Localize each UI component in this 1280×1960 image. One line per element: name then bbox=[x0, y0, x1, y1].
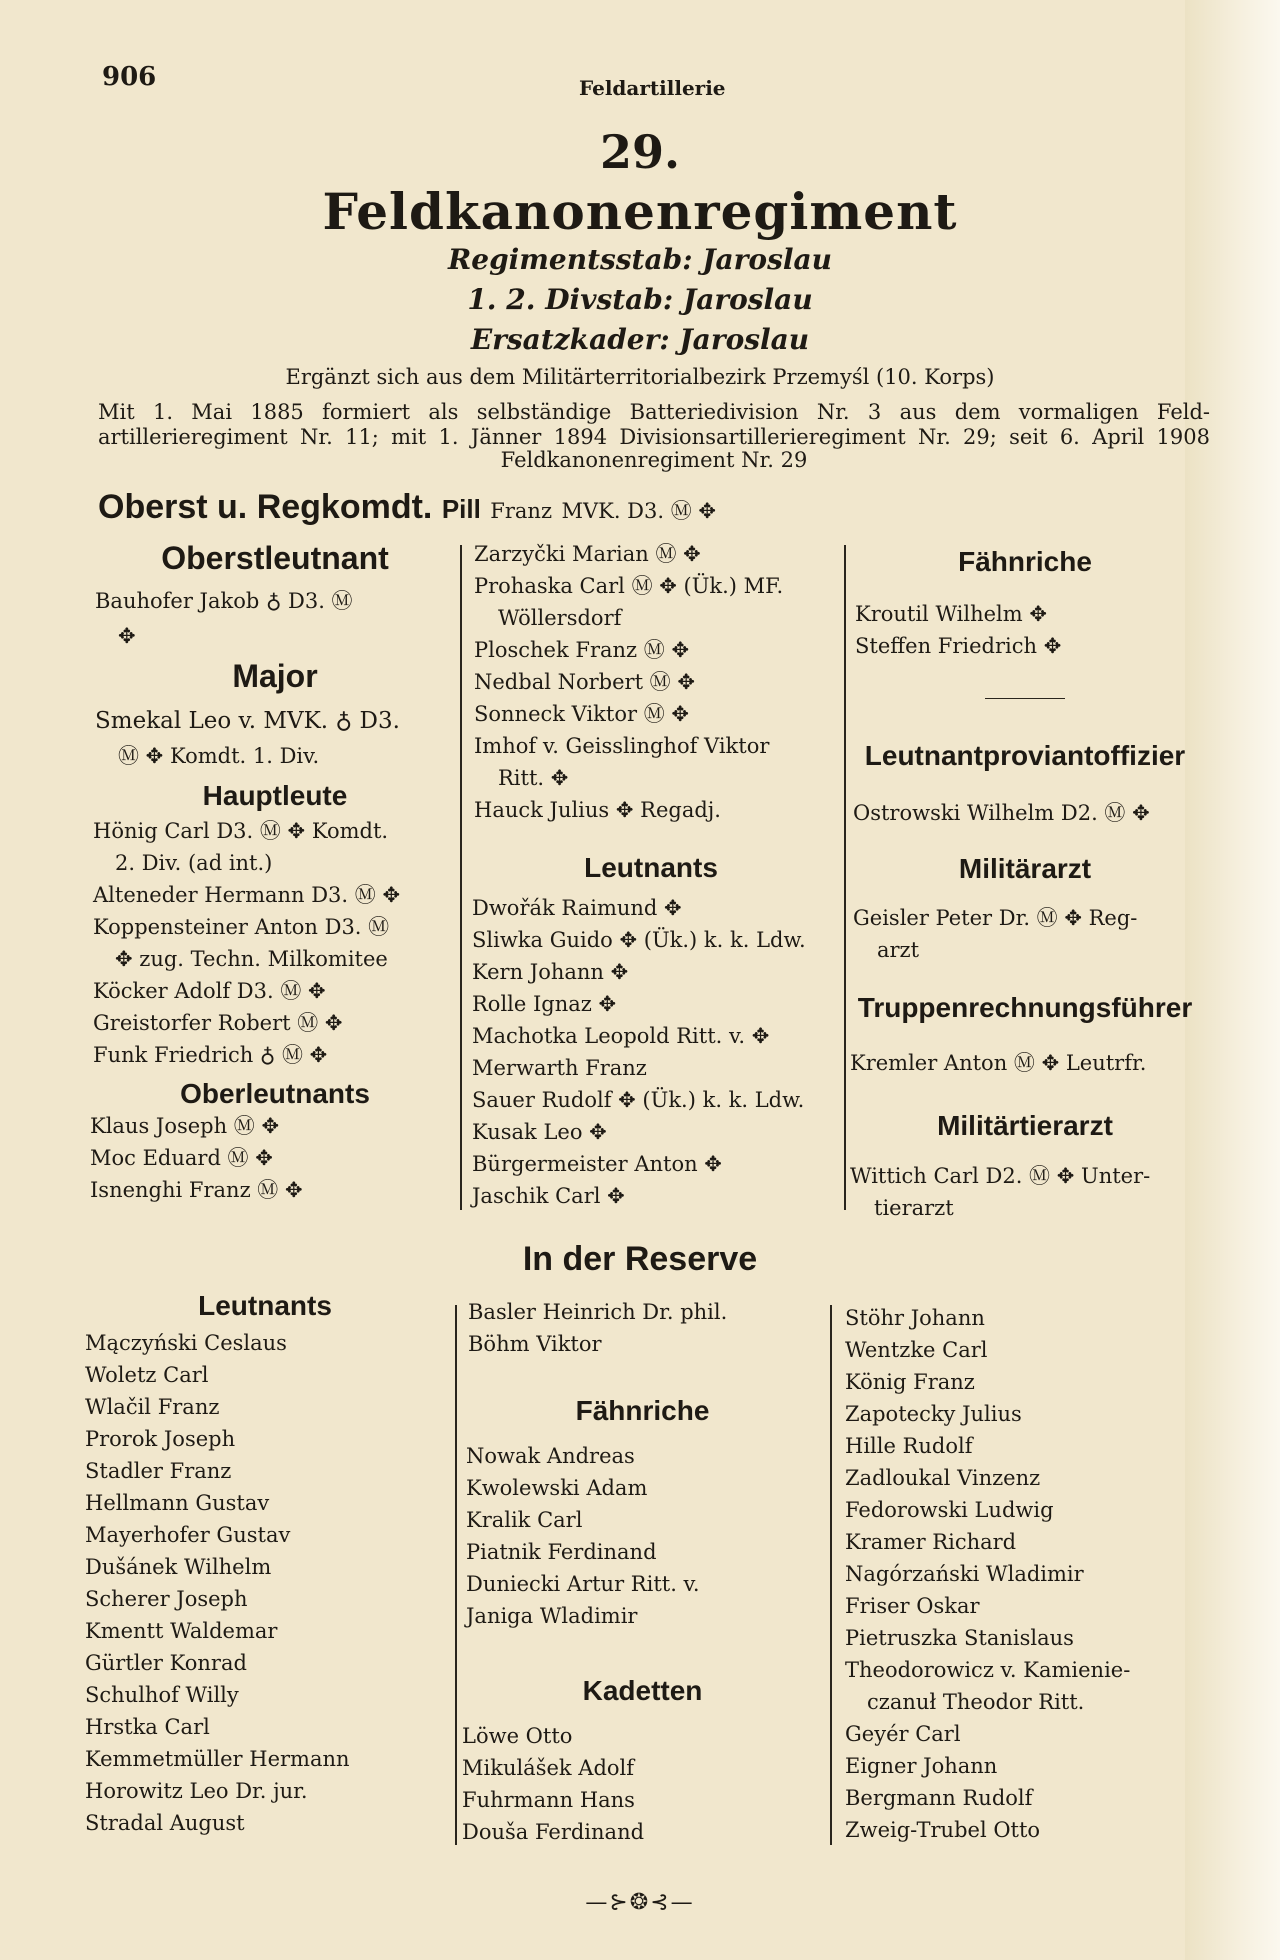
list-item: Ploschek Franz Ⓜ ✥ bbox=[474, 638, 690, 662]
regiment-number: 29. bbox=[599, 125, 681, 179]
list-item: Nowak Andreas bbox=[466, 1444, 635, 1468]
list-item: Isnenghi Franz Ⓜ ✥ bbox=[90, 1178, 303, 1202]
history-line-3: Feldkanonenregiment Nr. 29 bbox=[500, 448, 808, 472]
tierarzt-list bbox=[850, 1160, 1150, 1224]
list-item: Stradal August bbox=[85, 1811, 245, 1835]
column2-top-list bbox=[474, 538, 783, 826]
list-item: Moc Eduard Ⓜ ✥ bbox=[90, 1146, 273, 1170]
list-item: Machotka Leopold Ritt. v. ✥ bbox=[472, 1024, 770, 1048]
list-item: Mączyński Ceslaus bbox=[85, 1331, 287, 1355]
list-item: Funk Friedrich ♁ Ⓜ ✥ bbox=[93, 1043, 328, 1067]
list-item: Ritt. ✥ bbox=[498, 766, 569, 790]
list-item: Prorok Joseph bbox=[85, 1427, 236, 1451]
heading-major: Major bbox=[232, 658, 318, 694]
list-item: Rolle Ignaz ✥ bbox=[472, 992, 617, 1016]
page-number: 906 bbox=[102, 62, 157, 92]
list-item: Köcker Adolf D3. Ⓜ ✥ bbox=[93, 979, 326, 1003]
list-item: Piatnik Ferdinand bbox=[466, 1540, 657, 1564]
list-item: Scherer Joseph bbox=[85, 1587, 248, 1611]
list-item: Zarzyčki Marian Ⓜ ✥ bbox=[474, 542, 701, 566]
list-item: Kremler Anton Ⓜ ✥ Leutrfr. bbox=[850, 1051, 1147, 1075]
list-item: Bürgermeister Anton ✥ bbox=[472, 1152, 722, 1176]
list-item: Kmentt Waldemar bbox=[85, 1619, 278, 1643]
heading-hauptleute: Hauptleute bbox=[202, 780, 348, 811]
list-item: ✥ zug. Techn. Milkomitee bbox=[115, 947, 388, 971]
list-item: Janiga Wladimir bbox=[466, 1604, 638, 1628]
list-item: Geyér Carl bbox=[845, 1722, 961, 1746]
column-rule bbox=[455, 1305, 457, 1845]
list-item: Wentzke Carl bbox=[845, 1338, 988, 1362]
list-item: Merwarth Franz bbox=[472, 1056, 647, 1080]
list-item: Zweig-Trubel Otto bbox=[845, 1818, 1041, 1842]
list-item: Imhof v. Geisslinghof Viktor bbox=[474, 734, 770, 758]
list-item: Steffen Friedrich ✥ bbox=[855, 634, 1062, 658]
entry-oberstleutnant: Bauhofer Jakob ♁ D3. Ⓜ bbox=[95, 589, 353, 613]
list-item: Löwe Otto bbox=[462, 1724, 573, 1748]
reserve-faehnriche-list bbox=[466, 1440, 700, 1632]
list-item: Kern Johann ✥ bbox=[472, 960, 629, 984]
heading-oberstleutnant: Oberstleutnant bbox=[161, 540, 389, 576]
regiment-name: Feldkanonenregiment bbox=[322, 182, 958, 241]
list-item: Eigner Johann bbox=[845, 1754, 998, 1778]
list-item: Hönig Carl D3. Ⓜ ✥ Komdt. bbox=[93, 819, 389, 843]
entry-major: Smekal Leo v. MVK. ♁ D3. bbox=[95, 708, 400, 734]
list-item: Mayerhofer Gustav bbox=[85, 1523, 291, 1547]
kadetten-list bbox=[462, 1720, 644, 1848]
list-item: König Franz bbox=[845, 1370, 975, 1394]
list-item: Theodorowicz v. Kamienie- bbox=[845, 1658, 1131, 1682]
list-item: arzt bbox=[877, 938, 920, 962]
list-item: Hellmann Gustav bbox=[85, 1491, 270, 1515]
list-item: Nagórzański Wladimir bbox=[845, 1562, 1084, 1586]
list-item: Jaschik Carl ✥ bbox=[472, 1184, 625, 1208]
list-item: Pietruszka Stanislaus bbox=[845, 1626, 1074, 1650]
list-item: Stöhr Johann bbox=[845, 1306, 985, 1330]
list-item: Hille Rudolf bbox=[845, 1434, 973, 1458]
heading-faehnriche: Fähnriche bbox=[958, 546, 1092, 577]
recruitment-line: Ergänzt sich aus dem Militärterritorialbezirk Przemyśl (10. Korps) bbox=[285, 365, 995, 389]
station-ersatzkader: Ersatzkader: Jaroslau bbox=[470, 323, 810, 356]
list-item: Kralik Carl bbox=[466, 1508, 583, 1532]
list-item: Wittich Carl D2. Ⓜ ✥ Unter- bbox=[850, 1164, 1151, 1188]
heading-militaertierarzt: Militärtierarzt bbox=[937, 1110, 1113, 1141]
reserve-col2-top-list bbox=[468, 1296, 727, 1360]
list-item: Basler Heinrich Dr. phil. bbox=[468, 1300, 728, 1324]
entry-oberstleutnant-cont: ✥ bbox=[118, 624, 136, 648]
entry-major-cont: Ⓜ ✥ Komdt. 1. Div. bbox=[118, 744, 320, 768]
list-item: Kwolewski Adam bbox=[466, 1476, 648, 1500]
running-head: Feldartillerie bbox=[579, 76, 726, 100]
list-item: Kemmetmüller Hermann bbox=[85, 1747, 350, 1771]
list-item: Duniecki Artur Ritt. v. bbox=[466, 1572, 700, 1596]
faehnriche-list bbox=[855, 598, 1061, 662]
list-item: Dušánek Wilhelm bbox=[85, 1555, 272, 1579]
column-rule bbox=[460, 545, 462, 1210]
proviant-list bbox=[853, 797, 1150, 829]
end-ornament-icon: —⊱❂⊰— bbox=[585, 1890, 695, 1915]
list-item: Sauer Rudolf ✥ (Ük.) k. k. Ldw. bbox=[472, 1088, 805, 1112]
oberleutnants-list bbox=[90, 1110, 303, 1206]
list-item: Woletz Carl bbox=[85, 1363, 209, 1387]
list-item: Stadler Franz bbox=[85, 1459, 232, 1483]
heading-reserve-faehnriche: Fähnriche bbox=[575, 1395, 710, 1426]
commander-surname: Pill bbox=[441, 494, 481, 524]
commander-details: MVK. D3. Ⓜ ✥ bbox=[561, 499, 716, 523]
list-item: Koppensteiner Anton D3. Ⓜ bbox=[93, 915, 390, 939]
list-item: Douša Ferdinand bbox=[462, 1820, 645, 1844]
list-item: Hauck Julius ✥ Regadj. bbox=[474, 798, 721, 822]
list-item: Kramer Richard bbox=[845, 1530, 1017, 1554]
list-item: Greistorfer Robert Ⓜ ✥ bbox=[93, 1011, 343, 1035]
list-item: Kusak Leo ✥ bbox=[472, 1120, 607, 1144]
list-item: Prohaska Carl Ⓜ ✥ (Ük.) MF. bbox=[474, 574, 784, 598]
list-item: Fuhrmann Hans bbox=[462, 1788, 635, 1812]
list-item: 2. Div. (ad int.) bbox=[115, 851, 273, 875]
commander-rank: Oberst u. Regkomdt. bbox=[98, 488, 433, 526]
heading-oberleutnants: Oberleutnants bbox=[180, 1078, 370, 1109]
list-item: Ostrowski Wilhelm D2. Ⓜ ✥ bbox=[853, 801, 1150, 825]
reserve-leutnants-list bbox=[85, 1327, 350, 1839]
list-item: Fedorowski Ludwig bbox=[845, 1498, 1054, 1522]
list-item: Friser Oskar bbox=[845, 1594, 980, 1618]
station-divstab: 1. 2. Divstab: Jaroslau bbox=[467, 283, 813, 316]
list-item: Horowitz Leo Dr. jur. bbox=[85, 1779, 308, 1803]
reserve-col3-list bbox=[845, 1302, 1130, 1846]
list-item: Dwořák Raimund ✥ bbox=[472, 896, 682, 920]
list-item: tierarzt bbox=[874, 1196, 954, 1220]
heading-kadetten: Kadetten bbox=[582, 1675, 703, 1706]
list-item: Wlačil Franz bbox=[85, 1395, 220, 1419]
section-divider bbox=[985, 698, 1065, 699]
list-item: Sonneck Viktor Ⓜ ✥ bbox=[474, 702, 689, 726]
heading-proviantoffizier: Leutnantproviantoffizier bbox=[864, 740, 1186, 771]
list-item: Alteneder Hermann D3. Ⓜ ✥ bbox=[93, 883, 401, 907]
commander-given: Franz bbox=[490, 499, 553, 523]
list-item: Bergmann Rudolf bbox=[845, 1786, 1033, 1810]
hauptleute-list bbox=[93, 815, 400, 1071]
commander-line bbox=[98, 488, 716, 527]
heading-leutnants: Leutnants bbox=[584, 852, 718, 883]
column-rule bbox=[844, 545, 846, 1210]
heading-militaerarzt: Militärarzt bbox=[958, 853, 1092, 884]
list-item: Nedbal Norbert Ⓜ ✥ bbox=[474, 670, 695, 694]
list-item: Klaus Joseph Ⓜ ✥ bbox=[90, 1114, 280, 1138]
list-item: Geisler Peter Dr. Ⓜ ✥ Reg- bbox=[853, 906, 1138, 930]
history-line-2: artillerieregiment Nr. 11; mit 1. Jänner 1894 Divisionsartillerieregiment Nr. 29; seit 6. April 1908 bbox=[98, 425, 1210, 449]
truppenrechnung-list bbox=[850, 1047, 1146, 1079]
list-item: Sliwka Guido ✥ (Ük.) k. k. Ldw. bbox=[472, 928, 806, 952]
leutnants-list bbox=[472, 892, 806, 1212]
list-item: Gürtler Konrad bbox=[85, 1651, 247, 1675]
militaerarzt-list bbox=[853, 902, 1137, 966]
list-item: Schulhof Willy bbox=[85, 1683, 239, 1707]
list-item: Wöllersdorf bbox=[498, 606, 622, 630]
heading-reserve: In der Reserve bbox=[522, 1240, 758, 1278]
list-item: Böhm Viktor bbox=[468, 1332, 602, 1356]
list-item: Mikulášek Adolf bbox=[462, 1756, 635, 1780]
heading-reserve-leutnants: Leutnants bbox=[198, 1290, 332, 1321]
heading-truppenrechnungsfuehrer: Truppenrechnungsführer bbox=[857, 992, 1193, 1023]
list-item: czanuł Theodor Ritt. bbox=[867, 1690, 1085, 1714]
station-regimentsstab: Regimentsstab: Jaroslau bbox=[447, 243, 832, 276]
column-rule bbox=[830, 1305, 832, 1845]
list-item: Zadloukal Vinzenz bbox=[845, 1466, 1041, 1490]
history-line-1: Mit 1. Mai 1885 formiert als selbständige Batteriedivision Nr. 3 aus dem vormaligen Feld- bbox=[98, 400, 1210, 424]
list-item: Hrstka Carl bbox=[85, 1715, 210, 1739]
list-item: Kroutil Wilhelm ✥ bbox=[855, 602, 1047, 626]
list-item: Zapotecky Julius bbox=[845, 1402, 1022, 1426]
